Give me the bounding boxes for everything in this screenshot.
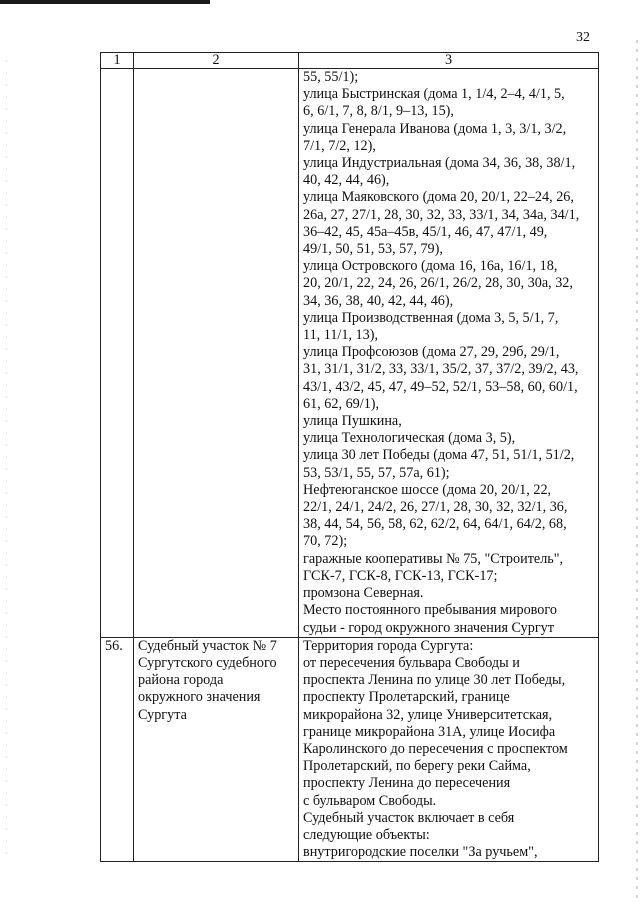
territory-text-line: улица 30 лет Победы (дома 47, 51, 51/1, 51/2, xyxy=(303,447,575,464)
territory-text-line: с бульваром Свободы. xyxy=(303,792,437,809)
territory-text-line: улица Быстринская (дома 1, 1/4, 2–4, 4/1, 5, xyxy=(303,86,565,103)
territory-text-line: 7/1, 7/2, 12), xyxy=(303,137,376,154)
territory-text-line: промзона Северная. xyxy=(303,585,424,602)
territory-text-line: улица Производственная (дома 3, 5, 5/1, 7, xyxy=(303,309,559,326)
territory-text-line: улица Пушкина, xyxy=(303,413,402,430)
territory-text-line: 31, 31/1, 31/2, 33, 33/1, 35/2, 37, 37/2, 39/2, 43, xyxy=(303,361,579,378)
territory-text-line: Место постоянного пребывания мирового xyxy=(303,602,557,619)
territory-text-line: границе микрорайона 31А, улице Иосифа xyxy=(303,723,556,740)
territory-text-line: 26а, 27, 27/1, 28, 30, 32, 33, 33/1, 34, 34а, 34/1, xyxy=(303,206,580,223)
territory-text-line: 70, 72); xyxy=(303,533,348,550)
territory-text-line: улица Островского (дома 16, 16а, 16/1, 18, xyxy=(303,258,558,275)
page-number: 32 xyxy=(576,30,590,45)
territory-text-line: гаражные кооперативы № 75, "Строитель", xyxy=(303,550,564,567)
territory-text-line: проспекта Ленина по улице 30 лет Победы, xyxy=(303,672,566,689)
scan-top-bar xyxy=(0,0,210,4)
territory-text-line: 61, 62, 69/1), xyxy=(303,395,380,412)
district-name-lines xyxy=(138,638,294,724)
territory-text-line: Каролинского до пересечения с проспектом xyxy=(303,740,568,757)
territory-text-line: 20, 20/1, 22, 24, 26, 26/1, 26/2, 28, 30, 30а, 32, xyxy=(303,275,573,292)
district-name-line: Судебный участок № 7 xyxy=(138,637,277,654)
territory-text-line: 40, 42, 44, 46), xyxy=(303,172,390,189)
territory-text-line: улица Маяковского (дома 20, 20/1, 22–24, 26, xyxy=(303,189,574,206)
territory-text-line: улица Профсоюзов (дома 27, 29, 29б, 29/1, xyxy=(303,344,560,361)
territory-text-line: следующие объекты: xyxy=(303,826,430,843)
header-col-1: 1 xyxy=(101,53,134,69)
district-name-line: района города xyxy=(138,672,224,689)
territory-text-line: Территория города Сургута: xyxy=(303,637,474,654)
territory-text-line: 11, 11/1, 13), xyxy=(303,327,379,344)
table-row-continued xyxy=(101,69,599,638)
header-col-3: 3 xyxy=(299,53,599,69)
territory-text-line: ГСК-7, ГСК-8, ГСК-13, ГСК-17; xyxy=(303,567,498,584)
territory-text-line: 22/1, 24/1, 24/2, 26, 27/1, 28, 30, 32, 32/1, 36, xyxy=(303,499,568,516)
territory-text-line: 49/1, 50, 51, 53, 57, 79), xyxy=(303,241,443,258)
district-name-cell xyxy=(134,637,299,862)
territory-text-line: Нефтеюганское шоссе (дома 20, 20/1, 22, xyxy=(303,481,552,498)
header-col-2: 2 xyxy=(134,53,299,69)
territory-text-line: судьи - город окружного значения Сургут xyxy=(303,619,554,636)
territory-lines xyxy=(303,638,594,862)
court-districts-table xyxy=(100,52,599,862)
row-number-cell xyxy=(101,69,134,638)
table-header-row xyxy=(101,53,599,69)
territory-text-line: проспекту Ленина до пересечения xyxy=(303,775,511,792)
territory-lines xyxy=(303,69,594,637)
territory-text-line: улица Технологическая (дома 3, 5), xyxy=(303,430,516,447)
territory-text-line: 34, 36, 38, 40, 42, 44, 46), xyxy=(303,292,454,309)
territory-text-line: улица Индустриальная (дома 34, 36, 38, 38/1, xyxy=(303,155,576,172)
territory-text-line: улица Генерала Иванова (дома 1, 3, 3/1, 3/2, xyxy=(303,120,567,137)
table-row-56 xyxy=(101,637,599,862)
territory-text-line: 43/1, 43/2, 45, 47, 49–52, 52/1, 53–58, 60, 60/1, xyxy=(303,378,578,395)
territory-text-line: 6, 6/1, 7, 8, 8/1, 9–13, 15), xyxy=(303,103,454,120)
territory-text-line: 38, 44, 54, 56, 58, 62, 62/2, 64, 64/1, 64/2, 68, xyxy=(303,516,567,533)
district-name-line: окружного значения xyxy=(138,689,261,706)
district-name-line: Сургутского судебного xyxy=(138,654,277,671)
district-name-cell xyxy=(134,69,299,638)
territory-text-line: 36–42, 45, 45а–45в, 45/1, 46, 47, 47/1, 49, xyxy=(303,223,548,240)
territory-text-line: микрорайона 32, улице Университетская, xyxy=(303,706,553,723)
territory-text-line: внутригородские поселки "За ручьем", xyxy=(303,844,538,861)
district-name-line: Сургута xyxy=(138,706,187,723)
territory-text-line: Пролетарский, по берегу реки Сайма, xyxy=(303,758,531,775)
row-number-cell: 56. xyxy=(101,637,134,862)
territory-text-line: 55, 55/1); xyxy=(303,69,359,85)
territory-text-line: 53, 53/1, 55, 57, 57а, 61); xyxy=(303,464,450,481)
territory-text-line: проспекту Пролетарский, границе xyxy=(303,689,510,706)
scan-right-edge xyxy=(636,40,638,900)
scan-left-edge xyxy=(6,60,7,860)
territory-cell xyxy=(299,637,599,862)
territory-text-line: Судебный участок включает в себя xyxy=(303,809,515,826)
territory-cell xyxy=(299,69,599,638)
territory-text-line: от пересечения бульвара Свободы и xyxy=(303,654,520,671)
